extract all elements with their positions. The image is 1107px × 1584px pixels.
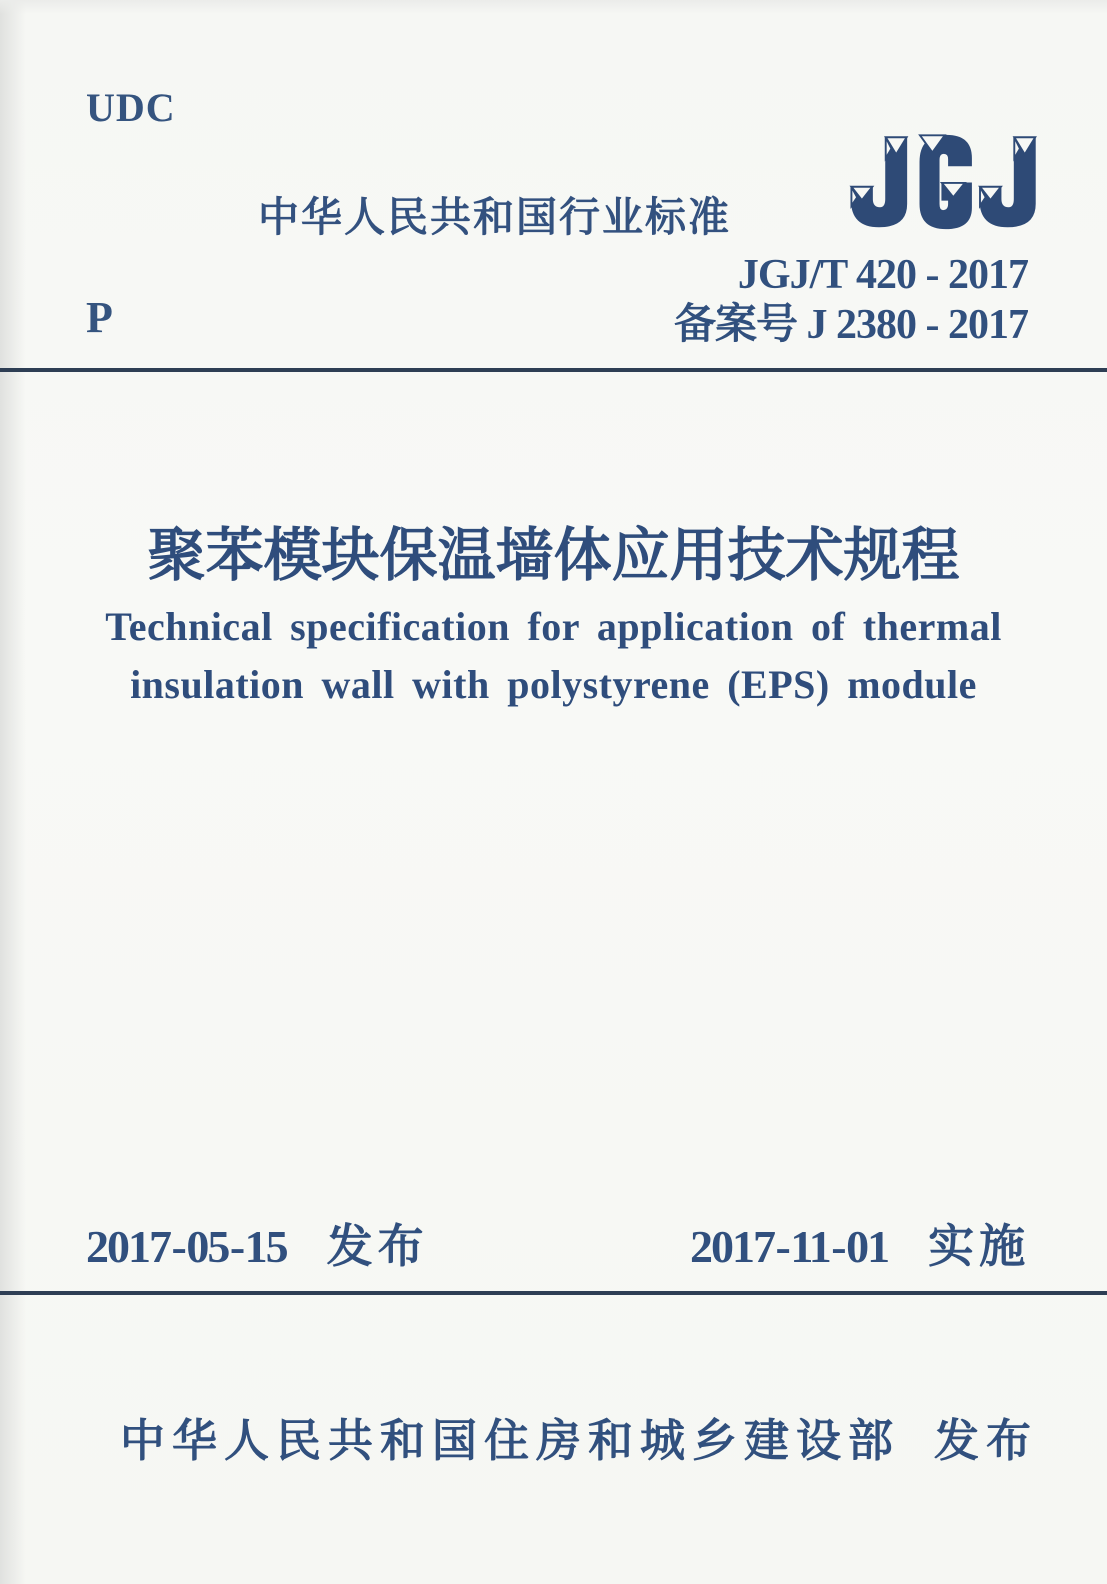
issue-date: 2017 - 05 - 15 — [86, 1221, 287, 1272]
page-edge-shadow-left — [0, 0, 26, 1584]
date-row — [0, 1210, 1107, 1270]
jgj-logo — [840, 128, 1040, 236]
publisher-action-label: 发布 — [934, 1415, 1039, 1466]
page-edge-shadow-top — [0, 0, 1107, 14]
main-title-en-line2: insulation wall with polystyrene (EPS) module — [130, 662, 977, 707]
top-horizontal-rule — [0, 368, 1107, 372]
standard-number: JGJ/T 420 - 2017 — [737, 252, 1028, 298]
main-title-en-line1: Technical specification for application of thermal — [105, 604, 1002, 649]
udc-label: UDC — [86, 85, 176, 130]
publisher-name: 中华人民共和国住房和城乡建设部 — [120, 1415, 901, 1466]
standard-number-block — [674, 250, 1028, 350]
implement-date-block — [690, 1210, 1030, 1276]
main-title-cn: 聚苯模块保温墙体应用技术规程 — [147, 523, 960, 588]
national-standard-header: 中华人民共和国行业标准 — [258, 194, 731, 240]
bottom-horizontal-rule — [0, 1291, 1107, 1295]
implement-date: 2017 - 11 - 01 — [690, 1221, 889, 1272]
classification-p-label: P — [86, 293, 113, 342]
implement-label: 实施 — [928, 1220, 1031, 1272]
main-title-en — [0, 598, 1107, 714]
record-number: 备案号 J 2380 - 2017 — [674, 302, 1028, 348]
issue-label: 发布 — [326, 1220, 429, 1272]
publisher-line — [120, 1404, 1038, 1469]
issue-date-block — [86, 1210, 429, 1276]
